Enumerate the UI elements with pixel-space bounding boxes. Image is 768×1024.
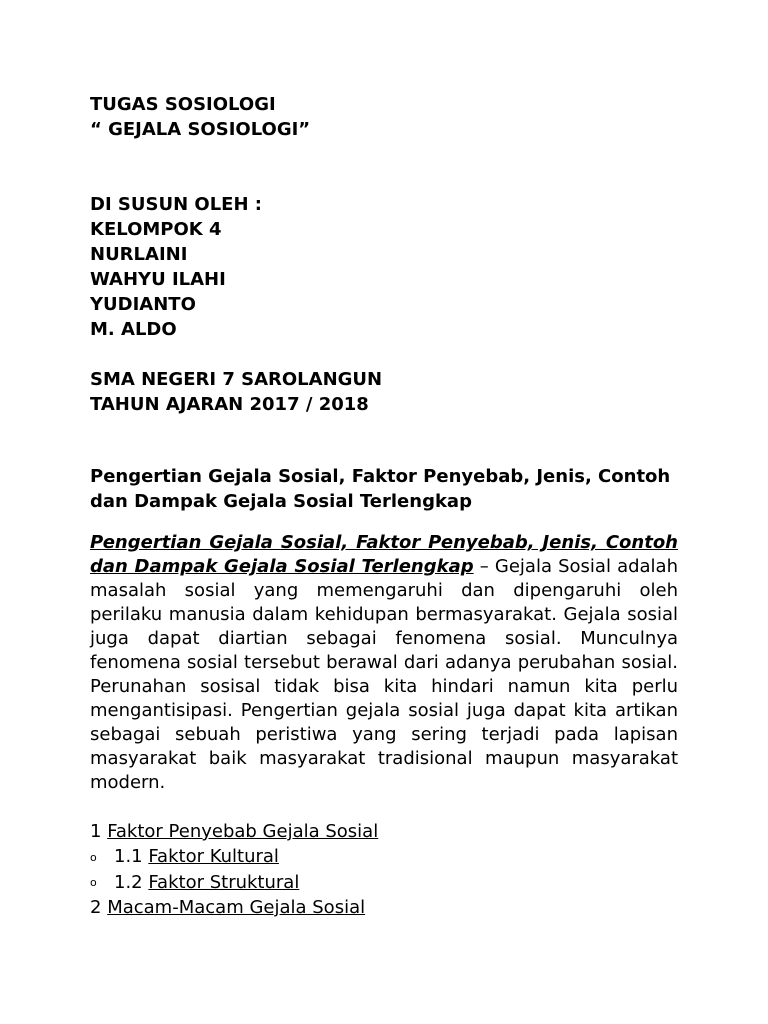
bullet-icon: o: [90, 850, 97, 864]
toc-link-macam-gejala[interactable]: Macam-Macam Gejala Sosial: [107, 897, 366, 918]
title-line-1: TUGAS SOSIOLOGI: [90, 94, 276, 115]
toc-item: [90, 819, 678, 844]
article-lead-link[interactable]: Pengertian Gejala Sosial, Faktor Penyebab, Jenis, Contoh dan Dampak Gejala Sosial Terlengkap: [90, 532, 678, 577]
school-name: SMA NEGERI 7 SAROLANGUN: [90, 369, 383, 390]
author-intro: DI SUSUN OLEH :: [90, 194, 262, 215]
title-line-2: “ GEJALA SOSIOLOGI”: [90, 119, 311, 140]
toc-subitem: [90, 870, 678, 896]
document-page: [90, 92, 678, 920]
member-name: WAHYU ILAHI: [90, 269, 226, 290]
article-title: Pengertian Gejala Sosial, Faktor Penyebab, Jenis, Contoh dan Dampak Gejala Sosial Terlengkap: [90, 466, 671, 512]
toc-item: [90, 895, 678, 920]
member-name: NURLAINI: [90, 244, 188, 265]
group-name: KELOMPOK 4: [90, 219, 222, 240]
article-body-text: – Gejala Sosial adalah masalah sosial yang memengaruhi dan dipengaruhi oleh perilaku manusia dalam kehidupan bermasyarakat. Gejala sosial juga dapat diartian sebagai fenomena sosial. Munculnya fenomena sosial tersebut berawal dari adanya perubahan sosial. Perunahan sosisal tidak bisa kita hindari namun kita perlu mengantisipasi. Pengertian gejala sosial juga dapat kita artikan sebagai sebuah peristiwa yang sering terjadi pada lapisan masyarakat baik masyarakat tradisional maupun masyarakat modern.: [90, 556, 678, 793]
table-of-contents: [90, 819, 678, 920]
toc-item-number: 2: [90, 897, 108, 918]
toc-item-number: 1.2: [114, 871, 149, 893]
member-name: YUDIANTO: [90, 294, 196, 315]
member-name: M. ALDO: [90, 319, 177, 340]
toc-item-number: 1.1: [114, 846, 149, 867]
school-year: TAHUN AJARAN 2017 / 2018: [90, 394, 369, 415]
toc-item-number: 1: [90, 821, 108, 842]
bullet-icon: o: [90, 876, 97, 889]
toc-link-faktor-penyebab[interactable]: Faktor Penyebab Gejala Sosial: [107, 821, 379, 842]
toc-link-faktor-struktural[interactable]: Faktor Struktural: [148, 871, 300, 893]
article-body: [90, 531, 678, 795]
toc-link-faktor-kultural[interactable]: Faktor Kultural: [148, 846, 279, 867]
toc-subitem: [90, 844, 678, 870]
